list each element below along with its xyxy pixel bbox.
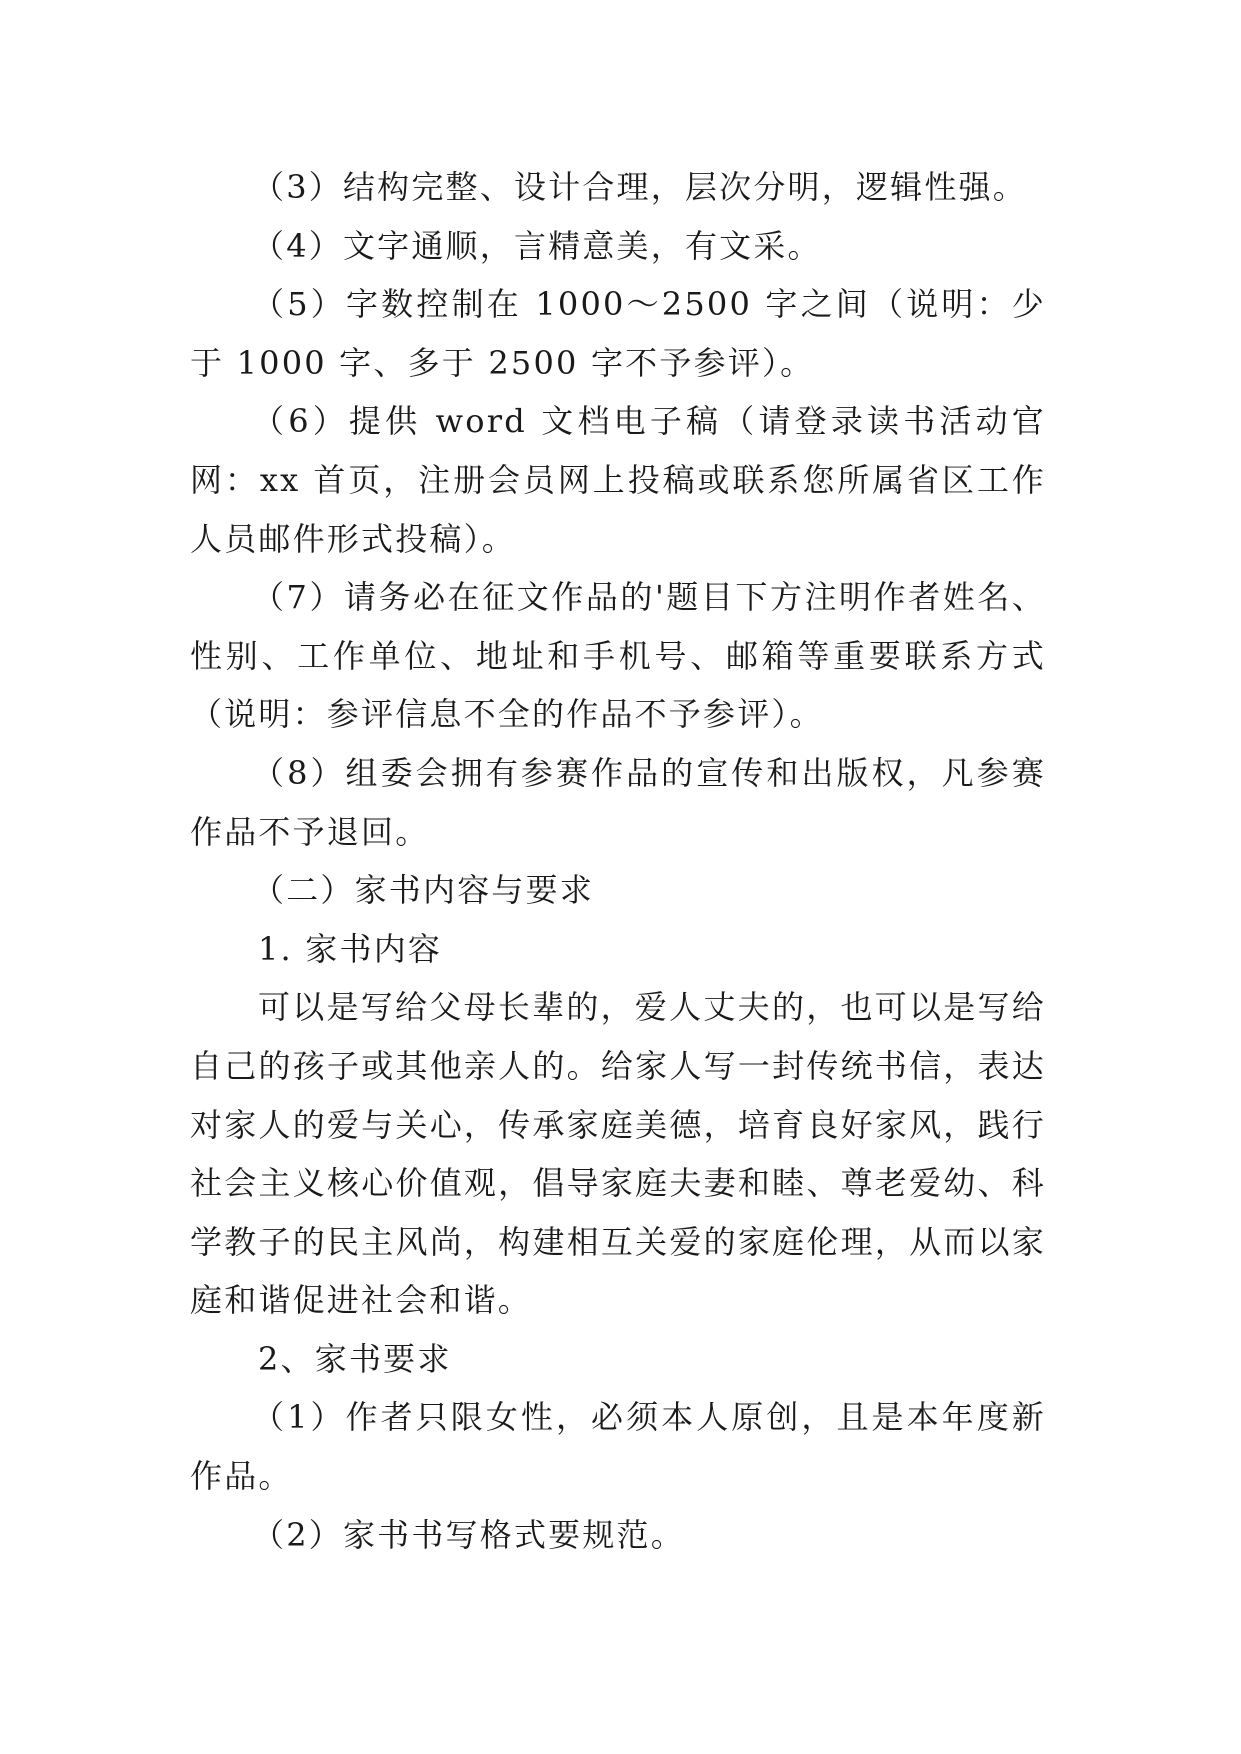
paragraph-requirement-1: （1）作者只限女性，必须本人原创，且是本年度新作品。	[190, 1398, 1046, 1496]
paragraph-5-word-count: （5）字数控制在 1000～2500 字之间（说明：少于 1000 字、多于 2500 字不予参评）。	[190, 285, 1046, 382]
section-heading-letter-requirements: （二）家书内容与要求	[252, 871, 595, 910]
paragraph-3-structure: （3）结构完整、设计合理，层次分明，逻辑性强。	[252, 168, 1027, 206]
subheading-letter-content: 1. 家书内容	[258, 929, 443, 968]
paragraph-requirement-2: （2）家书书写格式要规范。	[252, 1515, 685, 1554]
paragraph-letter-content: 可以是写给父母长辈的，爱人丈夫的，也可以是写给自己的孩子或其他亲人的。给家人写一封传统书信，表达对家人的爱与关心，传承家庭美德，培育良好家风，践行社会主义核心价值观，倡导家庭夫妻和睦、尊老爱幼、科学教子的民主风尚，构建相互关爱的家庭伦理，从而以家庭和谐促进社会和谐。	[190, 988, 1046, 1320]
document-body	[190, 158, 1046, 1564]
paragraph-7-author-info: （7）请务必在征文作品的'题目下方注明作者姓名、性别、工作单位、地址和手机号、邮箱等重要联系方式（说明：参评信息不全的作品不予参评）。	[190, 578, 1046, 734]
paragraph-4-language: （4）文字通顺，言精意美，有文采。	[252, 226, 822, 265]
paragraph-8-copyright: （8）组委会拥有参赛作品的宣传和出版权，凡参赛作品不予退回。	[190, 753, 1046, 851]
paragraph-6-submission: （6）提供 word 文档电子稿（请登录读书活动官网：xx 首页，注册会员网上投稿或联系您所属省区工作人员邮件形式投稿）。	[190, 402, 1046, 558]
subheading-letter-requirements: 2、家书要求	[258, 1339, 452, 1378]
